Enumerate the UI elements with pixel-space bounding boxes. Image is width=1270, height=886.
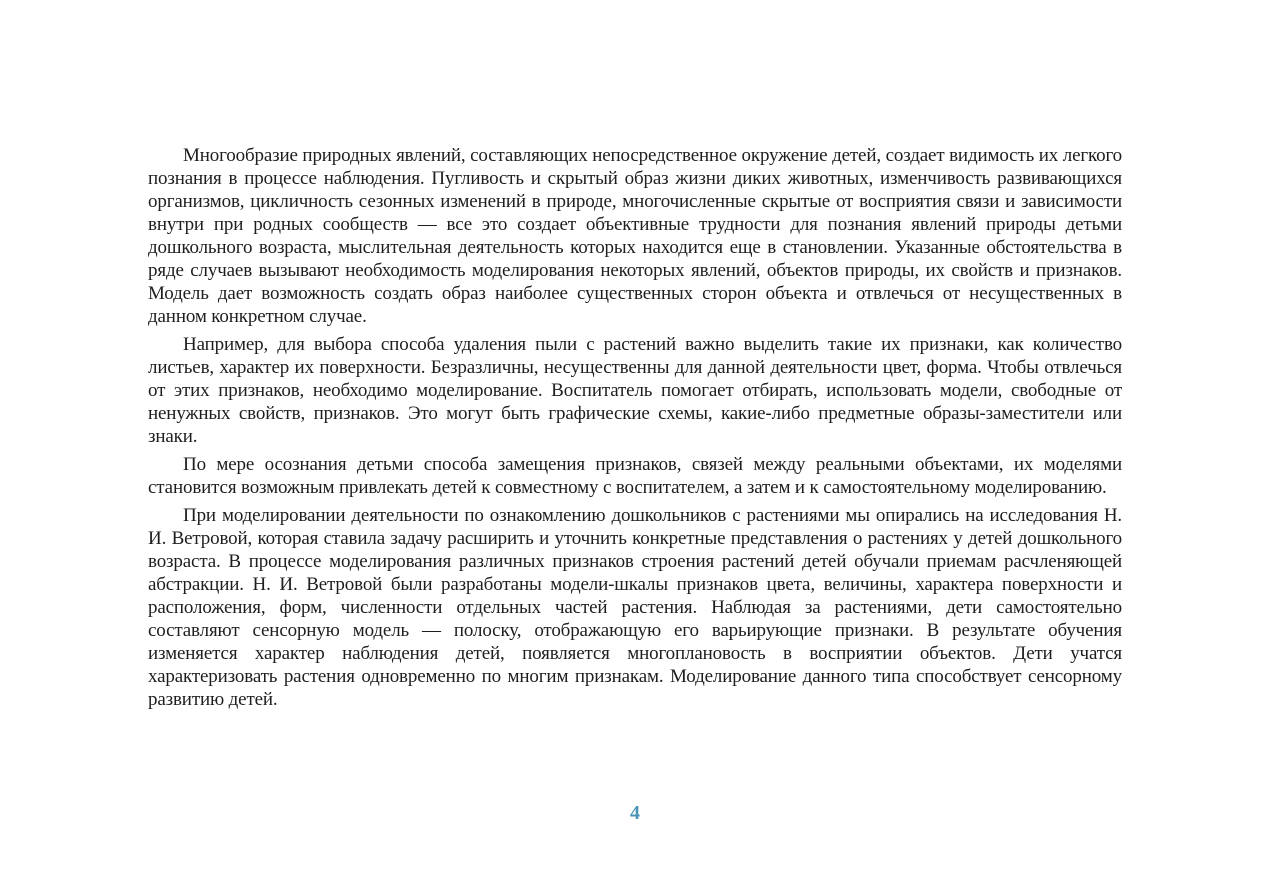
- paragraph-1: Многообразие природных явлений, составляющих непосредственное окружение детей, создает видимость их легкого познания в процессе наблюдения. Пугливость и скрытый образ жизни диких животных, изменчивость развивающихся организмов, цикличность сезонных изменений в природе, многочисленные скрытые от восприятия связи и зависимости внутри при родных сообществ — все это создает объективные трудности для познания явлений природы детьми дошкольного возраста, мыслительная деятельность которых находится еще в становлении. Указанные обстоятельства в ряде случаев вызывают необходимость моделирования некоторых явлений, объектов природы, их свойств и признаков. Модель дает возможность создать образ наиболее существенных сторон объекта и отвлечься от несущественных в данном конкретном случае.: [148, 145, 1122, 327]
- paragraph-3: По мере осознания детьми способа замещения признаков, связей между реальными объектами, их моделями становится возможным привлекать детей к совместному с воспитателем, а затем и к самостоятельному моделированию.: [148, 454, 1122, 498]
- paragraph-4: При моделировании деятельности по ознакомлению дошкольников с растениями мы опирались на исследования Н. И. Ветровой, которая ставила задачу расширить и уточнить конкретные представления о растениях у детей дошкольного возраста. В процессе моделирования различных признаков строения растений детей обучали приемам расчленяющей абстракции. Н. И. Ветровой были разработаны модели-шкалы признаков цвета, величины, характера поверхности и расположения, форм, численности отдельных частей растения. Наблюдая за растениями, дети самостоятельно составляют сенсорную модель — полоску, отображающую его варьирующие признаки. В результате обучения изменяется характер наблюдения детей, появляется многоплановость в восприятии объектов. Дети учатся характеризовать растения одновременно по многим признакам. Моделирование данного типа способствует сенсорному развитию детей.: [148, 505, 1122, 710]
- page-number: 4: [630, 802, 640, 824]
- body-text: [148, 144, 1122, 716]
- paragraph-2: Например, для выбора способа удаления пыли с растений важно выделить такие их признаки, как количество листьев, характер их поверхности. Безразличны, несущественны для данной деятельности цвет, форма. Чтобы отвлечься от этих признаков, необходимо моделирование. Воспитатель помогает отбирать, использовать модели, свободные от ненужных свойств, признаков. Это могут быть графические схемы, какие-либо предметные образы-заместители или знаки.: [148, 334, 1122, 447]
